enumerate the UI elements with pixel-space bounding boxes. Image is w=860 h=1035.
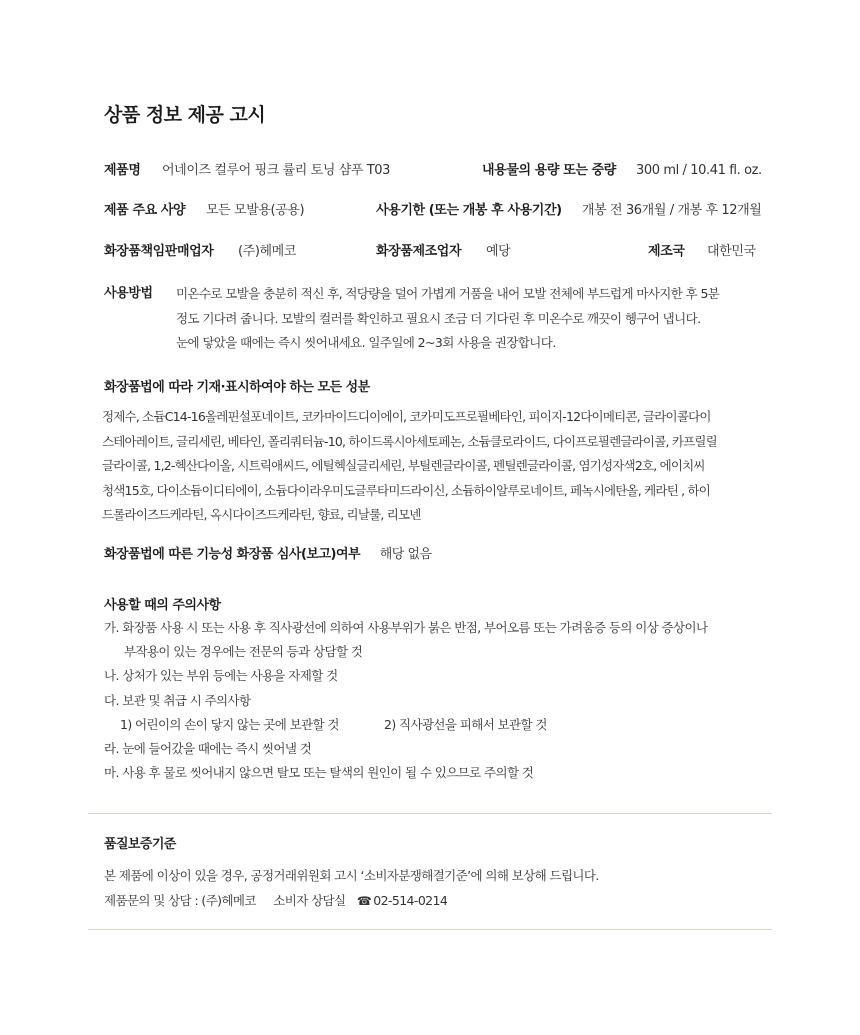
caution-item: 나. 상처가 있는 부위 등에는 사용을 자제할 것: [104, 668, 338, 684]
caution-item: 마. 사용 후 물로 씻어내지 않으면 탈모 또는 탈색의 원인이 될 수 있으므로 주의할 것: [104, 765, 534, 781]
quality-statement: 본 제품에 이상이 있을 경우, 공정거래위원회 고시 ‘소비자분쟁해결기준’에 의해 보상해 드립니다.: [104, 868, 599, 883]
seller-label: 화장품책임판매업자: [104, 244, 214, 259]
contact-center-label: 소비자 상담실: [273, 892, 346, 908]
spec-label: 제품 주요 사양: [104, 203, 186, 218]
seller-value: (주)헤메코: [238, 244, 296, 259]
divider-bottom: [88, 929, 772, 930]
expiry-value: 개봉 전 36개월 / 개봉 후 12개월: [582, 203, 762, 218]
quality-heading: 품질보증기준: [104, 837, 176, 852]
ingredients-line: 드롤라이즈드케라틴, 옥시다이즈드케라틴, 향료, 리날룰, 리모넨: [102, 507, 421, 522]
info-row-3: [104, 240, 758, 264]
contact-phone: 02-514-0214: [373, 892, 448, 908]
usage-line: 미온수로 모발을 충분히 적신 후, 적당량을 덜어 가볍게 거품을 내어 모발 전체에 부드럽게 마사지한 후 5분: [176, 286, 720, 301]
spec-value: 모든 모발용(공용): [206, 203, 305, 218]
caution-subitems: [104, 713, 764, 737]
ingredients-heading: 화장품법에 따라 기재·표시하여야 하는 모든 성분: [104, 380, 370, 395]
country-value: 대한민국: [707, 244, 756, 259]
manufacturer-value: 예당: [486, 244, 511, 259]
caution-item-continued: 부작용이 있는 경우에는 전문의 등과 상담할 것: [124, 644, 363, 660]
usage-text: [176, 282, 760, 356]
caution-item: 다. 보관 및 취급 시 주의사항: [104, 692, 251, 708]
usage-line: 정도 기다려 줍니다. 모발의 컬러를 확인하고 필요시 조금 더 기다린 후 미온수로 깨끗이 헹구어 냅니다.: [176, 310, 701, 326]
functional-review-label: 화장품법에 따른 기능성 화장품 심사(보고)여부: [104, 547, 361, 562]
info-row-2: [104, 199, 762, 223]
ingredients-line: 글라이콜, 1,2-헥산다이올, 시트릭애씨드, 에틸헥실글리세린, 부틸렌글라이콜, 펜틸렌글라이콜, 염기성자색2호, 에이치씨: [102, 458, 705, 473]
caution-heading: 사용할 때의 주의사항: [104, 598, 221, 613]
manufacturer-label: 화장품제조업자: [376, 244, 462, 259]
caution-subitem: 2) 직사광선을 피해서 보관할 것: [384, 716, 547, 732]
functional-review-value: 해당 없음: [379, 547, 432, 562]
contact-prefix: 제품문의 및 상담 : (주)헤메코: [104, 892, 256, 908]
phone-icon: ☎: [356, 893, 372, 908]
caution-subitem: 1) 어린이의 손이 닿지 않는 곳에 보관할 것: [120, 716, 339, 732]
info-row-1: [104, 159, 762, 183]
functional-review: [104, 543, 432, 567]
contact-line: [104, 889, 599, 914]
usage-label: 사용방법: [104, 286, 153, 301]
divider-top: [88, 813, 772, 814]
volume-label: 내용물의 용량 또는 중량: [482, 163, 616, 178]
expiry-label: 사용기한 (또는 개봉 후 사용기간): [376, 203, 562, 218]
ingredients-list: [102, 405, 762, 528]
page-title: 상품 정보 제공 고시: [104, 104, 266, 126]
country-label: 제조국: [648, 244, 685, 259]
caution-list: [104, 616, 764, 785]
product-name-value: 어네이즈 컬루어 핑크 률리 토닝 샴푸 T03: [162, 163, 391, 178]
volume-value: 300 ml / 10.41 fl. oz.: [636, 163, 762, 178]
ingredients-line: 청색15호, 다이소듐이디티에이, 소듐다이라우미도글루타미드라이신, 소듐하이알루로네이트, 페녹시에탄올, 케라틴 , 하이: [102, 482, 711, 498]
usage-line: 눈에 닿았을 때에는 즉시 씻어내세요. 일주일에 2~3회 사용을 권장합니다.: [176, 335, 556, 350]
caution-item: 라. 눈에 들어갔을 때에는 즉시 씻어낼 것: [104, 741, 312, 757]
ingredients-line: 스테아레이트, 글리세린, 베타인, 폴리쿼터늄-10, 하이드록시아세토페논, 소듐클로라이드, 다이프로필렌글라이콜, 카프릴릴: [102, 433, 717, 449]
caution-item: 가. 화장품 사용 시 또는 사용 후 직사광선에 의하여 사용부위가 붉은 반점, 부어오름 또는 가려움증 등의 이상 증상이나: [104, 620, 708, 635]
ingredients-line: 정제수, 소듐C14-16올레핀설포네이트, 코카마이드디이에이, 코카미도프로필베타인, 피이지-12다이메티콘, 글라이콜다이: [102, 409, 711, 424]
quality-section: [104, 836, 599, 913]
product-name-label: 제품명: [104, 163, 141, 178]
